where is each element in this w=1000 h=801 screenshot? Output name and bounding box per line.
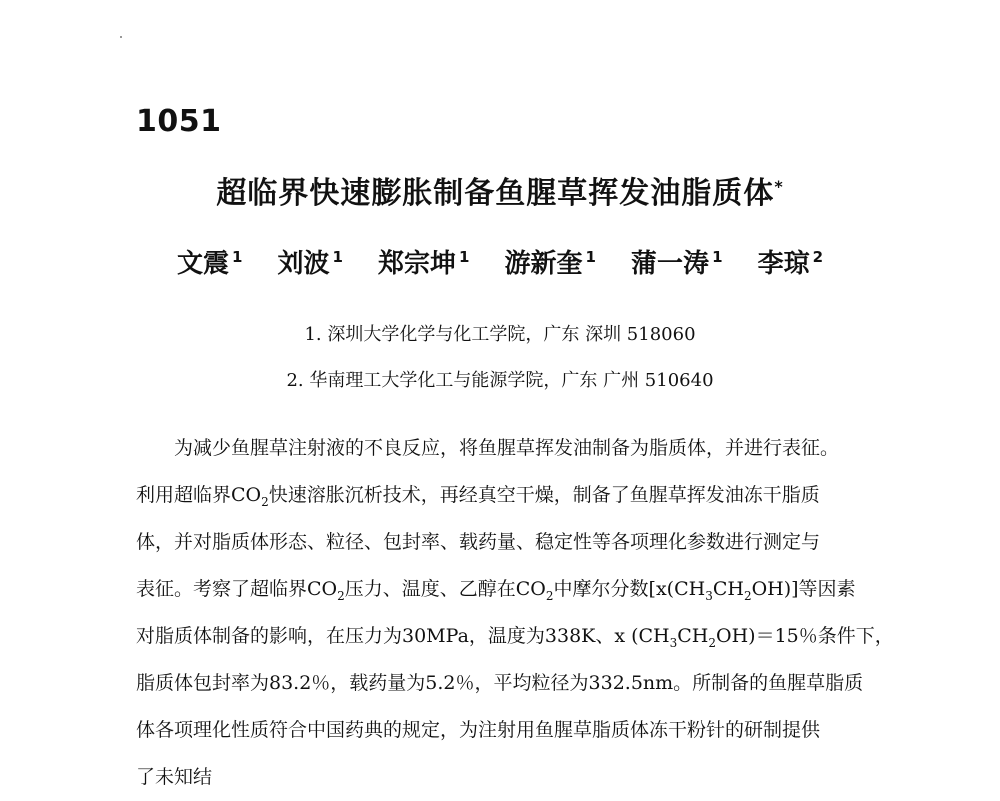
abstract-line: 表征。考察了超临界$CO_2$压力、温度、乙醇在$CO_2$中摩尔分数$[x(CH_3CH_2OH)]$等因素	[136, 578, 856, 603]
author-name: 蒲一涛	[631, 249, 710, 279]
author	[505, 243, 596, 280]
author-name: 刘波	[277, 249, 330, 279]
abstract-line: 体，并对脂质体形态、粒径、包封率、载药量、稳定性等各项理化参数进行测定与	[136, 531, 821, 553]
author-name: 李琼	[757, 249, 810, 279]
author-affiliation-mark: 2	[812, 248, 824, 267]
author-affiliation-mark: 1	[232, 248, 243, 267]
author-name: 郑宗坤	[378, 249, 457, 279]
abstract-line: 体各项理化性质符合中国药典的规定，为注射用鱼腥草脂质体冻干粉针的研制提供	[136, 719, 821, 741]
author	[177, 243, 242, 280]
author-affiliation-mark: 1	[585, 248, 596, 267]
paper-id: 1051	[136, 104, 222, 139]
author-affiliation-mark: 1	[332, 248, 343, 267]
abstract-line: 脂质体包封率为83.2％，载药量为5.2％，平均粒径为332.5nm。所制备的鱼腥草脂质	[136, 672, 864, 694]
author-list	[0, 243, 1000, 280]
author-name: 文震	[176, 249, 229, 279]
abstract-line: 利用超临界$CO_2$快速溶胀沉析技术，再经真空干燥，制备了鱼腥草挥发油冻干脂质	[136, 484, 820, 509]
title-footnote-mark: *	[774, 177, 784, 196]
scan-speck	[120, 36, 122, 38]
author	[378, 243, 469, 280]
abstract-line: 为减少鱼腥草注射液的不良反应，将鱼腥草挥发油制备为脂质体，并进行表征。	[174, 437, 840, 459]
author-affiliation-mark: 1	[712, 248, 723, 267]
paper-title	[0, 168, 1000, 212]
abstract-paragraph	[136, 425, 894, 801]
author	[278, 243, 343, 280]
author	[631, 243, 722, 280]
abstract-line: 对脂质体制备的影响，在压力为30MPa，温度为338K、x $(CH_3CH_2OH)=15$％条件下，	[136, 625, 894, 650]
author-name: 游新奎	[504, 249, 583, 279]
affiliation-2: 2. 华南理工大学化工与能源学院，广东 广州 510640	[286, 370, 714, 391]
author-affiliation-mark: 1	[459, 248, 470, 267]
affiliation-1: 1. 深圳大学化学与化工学院，广东 深圳 518060	[304, 324, 696, 345]
abstract-line: 了未知结	[136, 766, 213, 788]
title-text: 超临界快速膨胀制备鱼腥草挥发油脂质体	[216, 176, 775, 211]
author	[758, 243, 823, 280]
